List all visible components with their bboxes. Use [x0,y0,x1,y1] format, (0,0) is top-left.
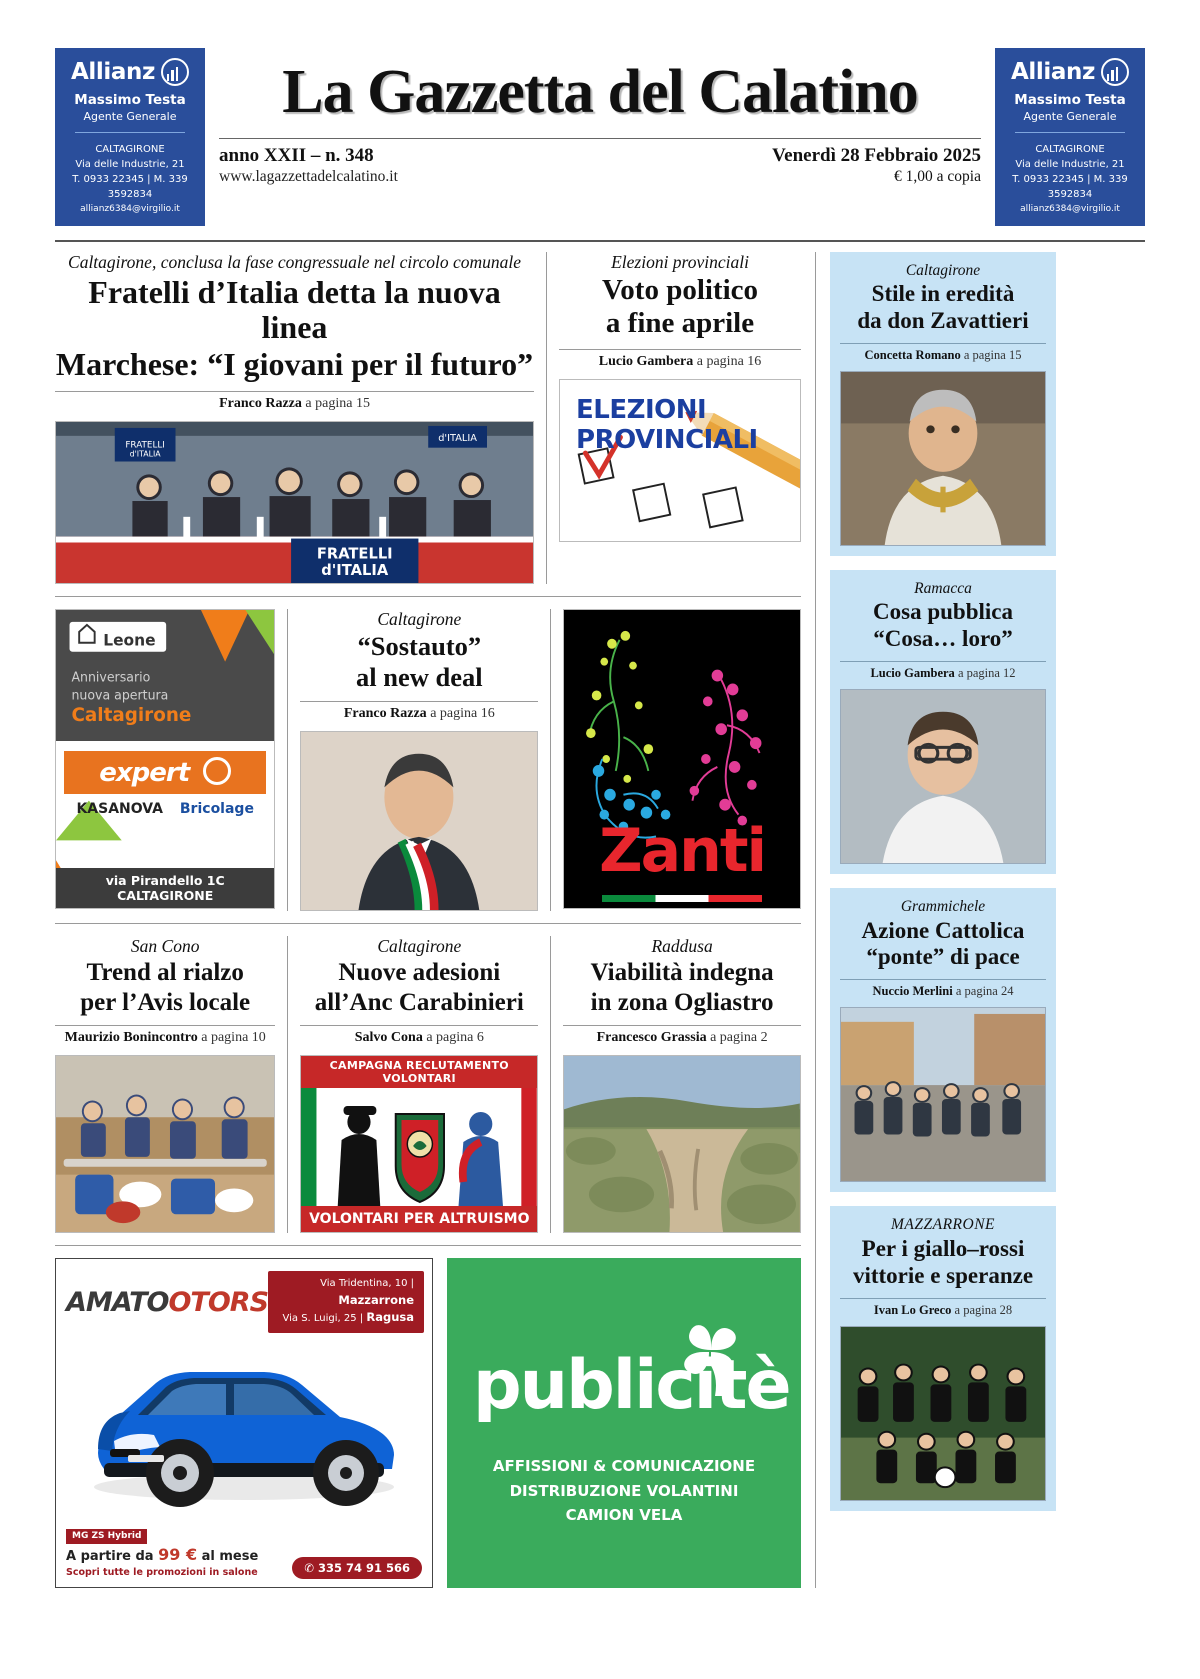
amato-logo-part2: OTORS [168,1286,269,1318]
leone-ad-graphic [56,610,274,908]
masthead-info [219,145,981,186]
row-top-separator [546,252,547,585]
lead-kicker: Caltagirone, conclusa la fase congressuale nel circolo comunale [68,251,521,272]
sidebar-1-photo [840,689,1046,864]
leone-ad[interactable] [55,609,275,911]
raddusa-photo [563,1055,801,1233]
anc-kicker: Caltagirone [377,936,462,957]
publicite-service-2: DISTRIBUZIONE VOLANTINI [509,1481,739,1500]
allianz-city-2: CALTAGIRONE [1035,143,1105,155]
sidebar-3-byline [840,1298,1046,1318]
raddusa-page: a pagina 2 [706,1030,768,1046]
raddusa-author: Francesco Grassia [596,1030,707,1046]
amato-addr1-street: Via Tridentina, 10 | [320,1278,414,1290]
leone-address: via Pirandello 1C CALTAGIRONE [56,868,274,908]
svg-text:Anniversario: Anniversario [71,670,151,686]
allianz-city: CALTAGIRONE [95,143,165,155]
allianz-brand: Allianz [71,59,155,85]
sidebar-1-author: Lucio Gambera [870,666,955,681]
sidebar-0-photo [840,371,1046,546]
avis-article[interactable] [55,936,275,1233]
elezioni-headline-line1: Voto politico [602,273,759,306]
raddusa-headline-line2: in zona Ogliastro [590,988,774,1016]
elezioni-byline [559,349,801,370]
svg-text:FRATELLI: FRATELLI [125,440,165,451]
svg-text:nuova apertura: nuova apertura [71,688,169,704]
sostauto-author: Franco Razza [343,706,427,722]
amato-promo-note: Scopri tutte le promozioni in salone [66,1567,258,1579]
expert-logo [64,751,266,794]
row-middle-separator-2 [550,609,551,911]
sidebar-2-author: Nuccio Merlini [872,984,953,999]
anc-poster-top-text: CAMPAGNA RECLUTAMENTO VOLONTARI [301,1056,537,1088]
bricolage-label: Bricolage [179,801,254,818]
amato-motors-ad[interactable] [55,1258,433,1588]
sidebar-0-headline-line1: Stile in eredità [871,281,1015,307]
sostauto-article[interactable] [300,609,538,911]
anc-author: Salvo Cona [354,1030,423,1046]
lead-headline-line2: Marchese: “I giovani per il futuro” [55,345,534,382]
sidebar-0-page: a pagina 15 [960,347,1022,362]
allianz-street: Via delle Industrie, 21 [75,158,185,170]
row-top [55,252,801,585]
elezioni-graphic-line1: ELEZIONI [576,395,707,426]
anc-page: a pagina 6 [422,1030,484,1046]
amato-addr1-city: Mazzarrone [338,1292,414,1307]
kasanova-label: KASANOVA [76,801,164,818]
procession-crowd-illustration [841,1008,1045,1181]
sidebar-3-kicker: MAZZARRONE [890,1216,996,1234]
amato-ad-footer [66,1529,422,1579]
page-title: La Gazzetta del Calatino [282,58,918,126]
sidebar-0-author: Concetta Romano [864,347,961,362]
elezioni-graphic [560,380,800,541]
rule-after-row-middle [55,923,801,924]
rule-after-row-top [55,596,801,597]
sidebar-2-kicker: Grammichele [900,898,986,916]
amato-addr2-street: Via S. Luigi, 25 | [282,1313,367,1325]
lead-article[interactable] [55,252,534,585]
sidebar-0-headline-line2: da don Zavattieri [857,307,1029,333]
amato-promo-model: MG ZS Hybrid [66,1529,147,1544]
masthead-center [205,48,995,226]
masthead-issue [219,145,398,186]
sidebar-1-headline-line1: Cosa pubblica [873,599,1013,625]
publicite-services [447,1454,801,1527]
allianz-phones-2: T. 0933 22345 | M. 339 3592834 [1012,173,1128,200]
avis-photo [55,1055,275,1233]
allianz-agent-name-2: Massimo Testa [1014,92,1126,108]
cover-price: € 1,00 a copia [894,168,981,186]
allianz-email-2[interactable]: allianz6384@virgilio.it [1020,203,1120,214]
allianz-ad-left[interactable] [55,48,205,226]
amato-promo-from: A partire da [66,1548,159,1564]
allianz-brand-row-2 [1001,58,1139,86]
allianz-agent-role-2: Agente Generale [1023,109,1117,123]
publicite-service-1: AFFISSIONI & COMUNICAZIONE [492,1457,756,1476]
sidebar-1-kicker: Ramacca [914,579,972,597]
amato-promo-price-line [66,1544,258,1566]
elezioni-graphic-line2: PROVINCIALI [576,425,758,456]
sidebar-item-grammichele[interactable] [830,888,1056,1192]
sidebar-2-headline-line2: “ponte” di pace [866,944,1020,970]
anc-headline-line2: all’Anc Carabinieri [314,988,524,1016]
sidebar-3-photo [840,1326,1046,1501]
publication-date: Venerdì 28 Febbraio 2025 [772,145,981,167]
sostauto-headline-line1: “Sostauto” [357,631,482,662]
sostauto-kicker: Caltagirone [377,609,462,630]
sidebar-item-zavattieri[interactable] [830,252,1056,556]
lead-page: a pagina 15 [301,396,370,412]
publicite-wordmark [473,1346,790,1425]
lead-headline-line1: Fratelli d’Italia detta la nuova linea [88,273,501,345]
sostauto-headline-line2: al new deal [355,662,483,693]
raddusa-headline-line1: Viabilità indegna [590,959,774,987]
avis-author: Maurizio Bonincontro [64,1030,198,1046]
svg-text:FRATELLI: FRATELLI [316,545,393,563]
avis-headline-line1: Trend al rialzo [86,959,244,987]
phone-icon: ✆ [304,1561,314,1576]
anc-poster-bottom-text: VOLONTARI PER ALTRUISMO [301,1206,537,1232]
row-bottom-separator-2 [550,936,551,1233]
man-portrait-illustration [841,690,1045,863]
website-url[interactable]: www.lagazzettadelcalatino.it [219,168,398,186]
amato-logo-part1: AMATO [66,1286,169,1318]
sidebar-3-headline-line1: Per i giallo–rossi [861,1235,1025,1261]
italian-flag-icon [602,895,762,902]
amato-ad-header [56,1259,432,1333]
amato-address-line1 [278,1277,414,1309]
leone-logo-illustration [56,610,274,741]
raddusa-article[interactable] [563,936,801,1233]
sostauto-photo [300,731,538,911]
anc-headline-line1: Nuove adesioni [338,959,501,987]
sidebar-item-mazzarrone[interactable] [830,1206,1056,1510]
amato-promo-period: al mese [197,1548,259,1564]
amato-phone-number: 335 74 91 566 [317,1561,410,1576]
row-bottom-separator-1 [287,936,288,1233]
allianz-ad-right[interactable] [995,48,1145,226]
leone-brands-row [64,794,266,824]
elezioni-kicker: Elezioni provinciali [611,251,749,272]
sostauto-byline [300,701,538,722]
svg-text:d'ITALIA: d'ITALIA [321,562,389,580]
expert-label: expert [99,758,190,789]
elezioni-author: Lucio Gambera [598,354,694,370]
zanti-wordmark: Zanti [599,816,766,887]
anc-poster-illustration [301,1088,537,1216]
elezioni-article[interactable] [559,252,801,585]
sidebar-2-byline [840,979,1046,999]
publicite-word-main: publicit [473,1346,746,1426]
allianz-brand-row [61,58,199,86]
elezioni-page: a pagina 16 [693,354,762,370]
masthead [55,0,1145,226]
sidebar-3-headline-line2: vittorie e speranze [852,1262,1034,1288]
issue-number: anno XXII – n. 348 [219,145,374,167]
avis-kicker: San Cono [130,936,200,957]
conference-panel-illustration [56,422,533,583]
anc-poster [301,1056,537,1232]
raddusa-byline [563,1025,801,1046]
elezioni-graphic-text [576,396,758,456]
page-body [55,252,1145,1589]
amato-address-line2 [278,1309,414,1327]
avis-byline [55,1025,275,1046]
avis-headline-line2: per l’Avis locale [80,988,251,1016]
allianz-phones: T. 0933 22345 | M. 339 3592834 [72,173,188,200]
anc-article[interactable] [300,936,538,1233]
damaged-road-illustration [564,1056,800,1232]
bottom-ads-row [55,1258,801,1588]
allianz-street-2: Via delle Industrie, 21 [1015,158,1125,170]
allianz-agent-role: Agente Generale [83,109,177,123]
lead-photo [55,421,534,584]
sidebar-column [816,252,1056,1589]
anc-photo [300,1055,538,1233]
zanti-ad[interactable] [563,609,801,911]
football-team-illustration [841,1327,1045,1500]
leone-ad-photo [55,609,275,909]
sidebar-3-author: Ivan Lo Greco [873,1302,952,1317]
sidebar-2-photo [840,1007,1046,1182]
elezioni-headline-line2: a fine aprile [605,307,755,340]
lead-author: Franco Razza [219,396,302,412]
amato-logo [66,1287,268,1318]
blood-donation-illustration [56,1056,274,1232]
rule-after-row-bottom [55,1245,801,1246]
row-middle-separator-1 [287,609,288,911]
expert-star-icon [203,757,231,785]
sidebar-1-byline [840,661,1046,681]
allianz-brand-2: Allianz [1011,59,1095,85]
anc-byline [300,1025,538,1046]
raddusa-kicker: Raddusa [651,936,713,957]
allianz-logo-icon [161,58,189,86]
publicite-ad[interactable] [447,1258,801,1588]
amato-promo [66,1529,258,1579]
allianz-email[interactable]: allianz6384@virgilio.it [80,203,180,214]
allianz-agent-name: Massimo Testa [74,92,186,108]
allianz-divider [75,132,185,133]
amato-addresses [268,1271,424,1333]
car-illustration [74,1337,414,1512]
sidebar-2-headline-line1: Azione Cattolica [861,917,1025,943]
sidebar-0-byline [840,343,1046,363]
main-column [55,252,815,1589]
sidebar-0-kicker: Caltagirone [905,261,981,279]
elezioni-photo [559,379,801,542]
masthead-rule [219,138,981,139]
leone-ad-top [56,610,274,741]
publicite-service-3: CAMION VELA [565,1505,683,1524]
priest-portrait-illustration [841,372,1045,545]
svg-text:Leone: Leone [103,630,156,650]
svg-text:d'ITALIA: d'ITALIA [129,449,161,459]
sidebar-3-page: a pagina 28 [951,1302,1013,1317]
zanti-ad-photo [563,609,801,909]
allianz-logo-icon-2 [1101,58,1129,86]
masthead-date-price [772,145,981,186]
sidebar-item-ramacca[interactable] [830,570,1056,874]
sidebar-1-headline-line2: “Cosa… loro” [873,626,1013,652]
sidebar-1-page: a pagina 12 [954,666,1016,681]
amato-phone-button[interactable] [292,1557,422,1579]
sostauto-page: a pagina 16 [426,706,495,722]
amato-addr2-city: Ragusa [366,1310,414,1325]
lead-byline [55,391,534,412]
row-middle [55,609,801,911]
amato-promo-price: 99 € [158,1544,198,1564]
allianz-divider-2 [1015,132,1125,133]
publicite-word-tail: è [745,1346,790,1426]
row-bottom [55,936,801,1233]
masthead-bottom-rule [55,240,1145,242]
sidebar-2-page: a pagina 24 [952,984,1014,999]
avis-page: a pagina 10 [197,1030,266,1046]
svg-text:d'ITALIA: d'ITALIA [438,432,477,444]
svg-text:Caltagirone: Caltagirone [71,705,192,727]
mayor-portrait-illustration [301,732,537,910]
